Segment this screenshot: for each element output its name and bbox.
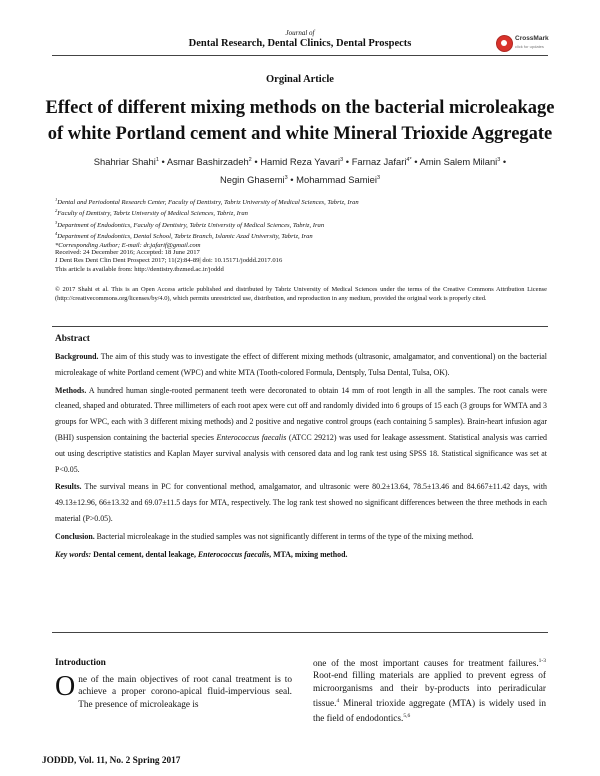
author-affiliation-ref: 2	[248, 157, 252, 163]
article-url[interactable]: This article is available from: http://dentistry.tbzmed.ac.ir/joddd	[55, 265, 224, 273]
results-text: The survival means in PC for conventional method, amalgamator, and ultrasonic were 80.2±13.64, 78.5±13.46 and 84.667±11.42 days, with 49.13±12.96, 66±13.32 and 69.07±11.5 days for MTA, respectively. The log rank test showed no significant differences between the three methods in each material (P>0.05).	[55, 482, 547, 523]
received-accepted: Received: 24 December 2016; Accepted: 18 June 2017	[55, 249, 200, 256]
methods-label: Methods.	[55, 385, 87, 395]
citation-ref[interactable]: 1-3	[538, 658, 546, 664]
background-label: Background.	[55, 352, 99, 361]
author-name: Amin Salem Milani	[419, 156, 498, 168]
abstract-heading: Abstract	[55, 334, 90, 344]
affiliations	[55, 196, 555, 250]
author-name: Asmar Bashirzadeh	[166, 156, 249, 168]
abstract-background	[55, 349, 547, 381]
methods-species: Enterococcus faecalis	[216, 432, 287, 442]
author-name: Negin Ghasemi	[219, 174, 285, 186]
article-type: Orginal Article	[266, 74, 334, 85]
page-footer: JODDD, Vol. 11, No. 2 Spring 2017	[42, 756, 181, 766]
citation-ref[interactable]: 4	[336, 697, 340, 704]
abstract-methods	[55, 383, 547, 478]
journal-prefix: Journal of	[285, 29, 315, 37]
affiliation-item	[55, 196, 555, 207]
article-dates	[55, 249, 555, 274]
header-rule	[52, 55, 548, 56]
introduction-text: ne of the main objectives of root canal treatment is to achieve a proper corono-apical fluid-impervious seal. The presence of microleakage is	[78, 675, 292, 710]
affiliation-number: 1	[55, 197, 58, 202]
author-name: Farnaz Jafari	[351, 156, 407, 168]
journal-name: Dental Research, Dental Clinics, Dental Prospects	[188, 38, 412, 49]
corresponding-author: *Corresponding Author; E-mail: dr.jafarif@gmail.com	[55, 241, 201, 249]
keywords-species: Enterococcus faecalis	[197, 549, 270, 559]
author-affiliation-ref: 1	[155, 157, 159, 163]
abstract-conclusion	[55, 529, 547, 545]
crossmark-sublabel: click for updates	[515, 44, 544, 49]
section-rule	[52, 632, 548, 633]
citation-doi[interactable]: J Dent Res Dent Clin Dent Prospect 2017; 11(2):84-89| doi: 10.15171/joddd.2017.016	[55, 257, 283, 265]
author-affiliation-ref: 3	[284, 175, 288, 182]
affiliation-item	[55, 207, 555, 218]
affiliation-number: 3	[55, 219, 58, 225]
article-title: Effect of different mixing methods on the bacterial microleakage of white Portland cement and white Mineral Trioxide Aggregate	[45, 98, 555, 144]
abstract-body	[55, 349, 547, 564]
introduction-column-1	[55, 671, 292, 711]
author-affiliation-ref: 4*	[406, 157, 412, 163]
introduction-column-2	[313, 655, 546, 726]
methods-text: A hundred human single-rooted permanent teeth were decoronated to obtain 14 mm of root length in all the samples. The root canals were cleaned, shaped and obturated. Three millimeters of each root apex were cut off and randomly divided into 6 groups of 15 each (3 groups for WMTA and 3 groups for WPC, each with 3 different mixing methods) and 2 positive and negative control groups (each containing 5 samples). Brain-heart infusion agar (BHI) suspension containing the bacterial species	[55, 385, 547, 442]
keywords-text-cont: , MTA, mixing method.	[269, 549, 348, 559]
conclusion-label: Conclusion.	[55, 531, 95, 541]
crossmark-label: CrossMark	[515, 35, 549, 42]
abstract-rule	[52, 326, 548, 327]
affiliation-number: 2	[55, 208, 58, 214]
affiliation-text: Department of Endodontics, Faculty of Dentistry, Tabriz University of Medical Sciences, Tabriz, Iran	[57, 222, 325, 230]
intro-text: Mineral trioxide aggregate (MTA) is widely used in the field of endodontics.	[313, 699, 546, 725]
author-name: Hamid Reza Yavari	[260, 156, 341, 168]
methods-text-cont: (ATCC 29212) was used for leakage assessment. Statistical analysis was carried out using descriptive statistics and Kaplan Mayer survival analysis with censored data and log rank test using SPSS 18. Statistical significance was set at P<0.05.	[55, 432, 548, 474]
conclusion-text: Bacterial microleakage in the studied samples was not significantly different in terms of the type of the mixing method.	[96, 531, 474, 541]
results-label: Results.	[55, 482, 82, 492]
drop-cap: O	[55, 671, 76, 702]
intro-text: Root-end filling materials are applied to prevent egress of microorganisms and their by-products into periradicular tissue.	[313, 671, 546, 710]
introduction-heading: Introduction	[55, 658, 106, 668]
citation-ref[interactable]: 5,6	[403, 713, 411, 720]
affiliation-number: 4	[55, 231, 58, 237]
intro-text: one of the most important causes for treatment failures.	[313, 659, 539, 670]
abstract-keywords	[55, 547, 547, 563]
author-affiliation-ref: 3	[376, 175, 380, 182]
keywords-label: Key words:	[55, 549, 92, 559]
author-name: Shahriar Shahi	[93, 156, 156, 168]
author-list: Shahriar Shahi$^1$ • Asmar Bashirzadeh$^2$ • Hamid Reza Yavari$^3$ • Farnaz Jafari$^{4*}$ • Amin Salem Milani$^3$ • Negin Ghasemi$^3$ • Mohammad Samiei$^3$	[93, 156, 507, 186]
abstract-results	[55, 479, 547, 526]
affiliation-item	[55, 219, 555, 230]
keywords-text: Dental cement, dental leakage,	[93, 549, 196, 559]
author-affiliation-ref: 3	[340, 157, 344, 163]
background-text: The aim of this study was to investigate the effect of different mixing methods (ultrasonic, amalgamator, and conventional) on the bacterial microleakage of white Portland cement (WPC) and white MTA (Tooth-colored Formula, Dentsply, Tulsa Dental, Tulsa, OK).	[55, 352, 547, 377]
author-name: Mohammad Samiei	[296, 174, 377, 186]
license-notice: © 2017 Shahi et al. This is an Open Access article published and distributed by Tabriz University of Medical Sciences under the terms of the Creative Commons Attribution License (http://creativecommons.org/licenses/by/4.0), which permits unrestricted use, distribution, and reproduction in any medium, provided the original work is properly cited.	[55, 286, 547, 302]
crossmark-icon	[496, 35, 513, 52]
crossmark-badge[interactable]	[496, 33, 552, 55]
author-affiliation-ref: 3	[497, 157, 501, 163]
affiliation-text: Department of Endodontics, Dental School, Tabriz Branch, Islamic Azad University, Tabriz, Iran	[57, 233, 313, 241]
affiliation-text: Faculty of Dentistry, Tabriz University of Medical Sciences, Tabriz, Iran	[57, 210, 248, 218]
affiliation-item	[55, 230, 555, 241]
affiliation-text: Dental and Periodontal Research Center, Faculty of Dentistry, Tabriz University of Medical Sciences, Tabriz, Iran	[57, 199, 359, 207]
